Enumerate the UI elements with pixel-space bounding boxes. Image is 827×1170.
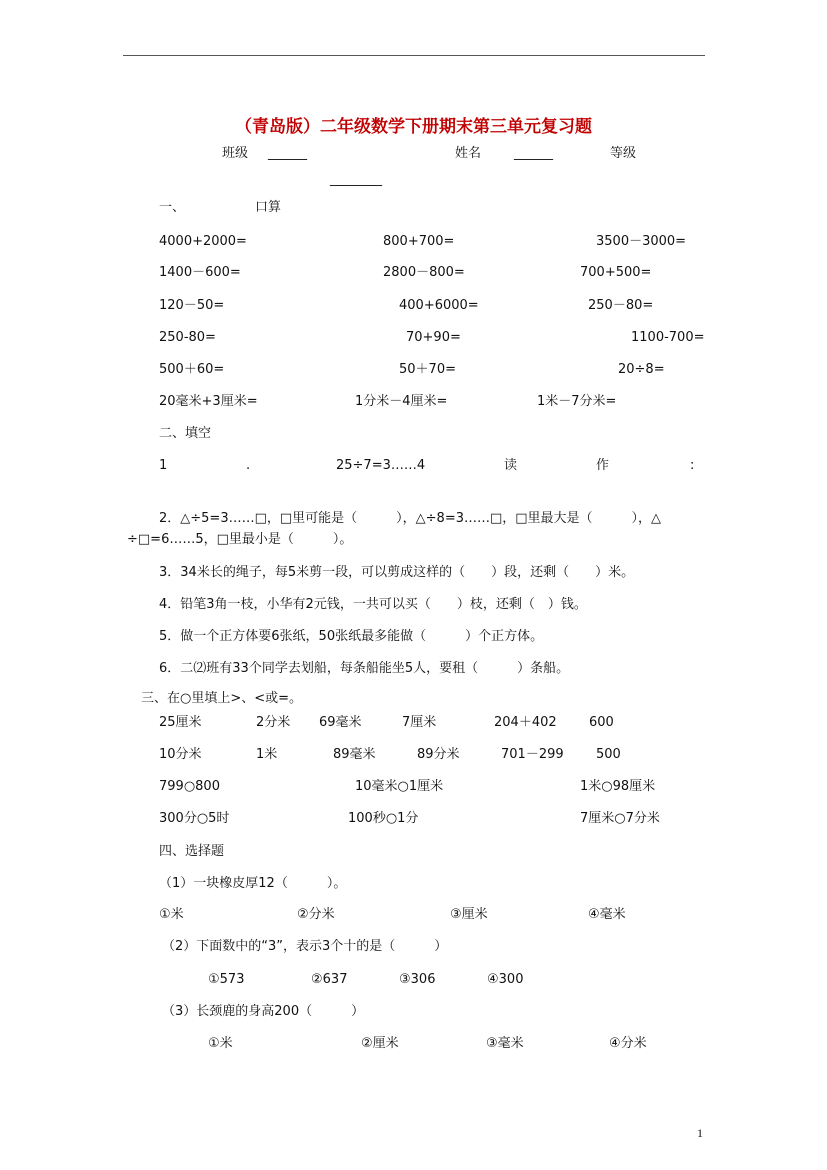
class-label: 班级 xyxy=(222,146,249,161)
compare-item: 1米 xyxy=(256,747,278,762)
compare-item: 600 xyxy=(589,715,614,730)
choice-q1-option: ④毫米 xyxy=(588,907,626,922)
oral-calc-item: 2800－800= xyxy=(383,265,465,280)
name-blank: ______ xyxy=(514,146,553,161)
fill-q1-write: 作 xyxy=(596,458,610,473)
compare-item: 1米○98厘米 xyxy=(580,779,656,794)
oral-calc-item: 250-80= xyxy=(159,330,216,345)
fill-q1-colon: : xyxy=(690,458,695,473)
compare-item: 89毫米 xyxy=(333,747,376,762)
choice-q1-option: ②分米 xyxy=(297,907,335,922)
choice-q3-option: ②厘米 xyxy=(361,1036,399,1051)
choice-q3-option: ③毫米 xyxy=(486,1036,524,1051)
compare-item: 7厘米○7分米 xyxy=(580,811,660,826)
fill-q1-expression: 25÷7=3……4 xyxy=(336,458,426,473)
compare-item: 69毫米 xyxy=(319,715,362,730)
compare-item: 10分米 xyxy=(159,747,202,762)
class-blank: ______ xyxy=(268,146,307,161)
section1-heading: 口算 xyxy=(255,200,282,215)
compare-item: 204＋402 xyxy=(494,715,557,730)
choice-q1-option: ①米 xyxy=(159,907,184,922)
oral-calc-item: 400+6000= xyxy=(399,298,479,313)
oral-calc-item: 1分米－4厘米= xyxy=(355,394,448,409)
compare-item: 10毫米○1厘米 xyxy=(355,779,444,794)
name-label: 姓名 xyxy=(455,146,482,161)
compare-item: 500 xyxy=(596,747,621,762)
oral-calc-item: 3500－3000= xyxy=(596,234,687,249)
choice-q2-option: ③306 xyxy=(399,972,436,987)
section2-heading: 二、填空 xyxy=(159,426,212,441)
document-title: （青岛版）二年级数学下册期末第三单元复习题 xyxy=(235,117,592,137)
choice-q3: （3）长颈鹿的身高200（ ） xyxy=(162,1004,365,1019)
oral-calc-item: 50＋70= xyxy=(399,362,456,377)
grade-blank: ________ xyxy=(330,172,382,187)
fill-q1-number: 1 xyxy=(159,458,168,473)
fill-q1-dot: . xyxy=(246,458,251,473)
compare-item: 300分○5时 xyxy=(159,811,230,826)
choice-q2: （2）下面数中的“3”，表示3个十的是（ ） xyxy=(162,939,448,954)
oral-calc-item: 1100-700= xyxy=(631,330,705,345)
oral-calc-item: 4000+2000= xyxy=(159,234,247,249)
choice-q2-option: ①573 xyxy=(208,972,245,987)
choice-q1-option: ③厘米 xyxy=(450,907,488,922)
oral-calc-item: 500＋60= xyxy=(159,362,225,377)
compare-item: 89分米 xyxy=(417,747,460,762)
oral-calc-item: 800+700= xyxy=(383,234,455,249)
compare-item: 2分米 xyxy=(256,715,291,730)
fill-q3: 3．34米长的绳子，每5米剪一段，可以剪成这样的（ ）段，还剩（ ）米。 xyxy=(159,565,635,580)
fill-q5: 5．做一个正方体要6张纸，50张纸最多能做（ ）个正方体。 xyxy=(159,629,544,644)
choice-q3-option: ①米 xyxy=(208,1036,233,1051)
grade-label: 等级 xyxy=(610,146,637,161)
page-number: 1 xyxy=(697,1126,703,1140)
compare-item: 701－299 xyxy=(501,747,564,762)
choice-q2-option: ②637 xyxy=(311,972,348,987)
compare-item: 7厘米 xyxy=(402,715,437,730)
fill-q2-line2: ÷□=6……5，□里最小是（ ）。 xyxy=(127,532,353,547)
choice-q1: （1）一块橡皮厚12（ ）。 xyxy=(159,876,347,891)
compare-item: 25厘米 xyxy=(159,715,202,730)
header-rule xyxy=(123,55,705,56)
section1-number: 一、 xyxy=(159,200,186,215)
compare-item: 100秒○1分 xyxy=(348,811,419,826)
fill-q4: 4．铅笔3角一枝，小华有2元钱，一共可以买（ ）枝，还剩（ ）钱。 xyxy=(159,597,587,612)
oral-calc-item: 250－80= xyxy=(588,298,654,313)
fill-q6: 6．二⑵班有33个同学去划船，每条船能坐5人，要租（ ）条船。 xyxy=(159,661,570,676)
oral-calc-item: 20÷8= xyxy=(618,362,665,377)
fill-q1-read: 读 xyxy=(504,458,518,473)
fill-q2-line1: 2．△÷5=3……□，□里可能是（ ），△÷8=3……□，□里最大是（ ），△ xyxy=(159,511,662,526)
oral-calc-item: 700+500= xyxy=(580,265,652,280)
oral-calc-item: 20毫米+3厘米= xyxy=(159,394,258,409)
oral-calc-item: 120－50= xyxy=(159,298,225,313)
choice-q2-option: ④300 xyxy=(487,972,524,987)
section4-heading: 四、选择题 xyxy=(159,844,225,859)
oral-calc-item: 70+90= xyxy=(406,330,461,345)
compare-item: 799○800 xyxy=(159,779,220,794)
oral-calc-item: 1400－600= xyxy=(159,265,241,280)
section3-heading: 三、在○里填上>、<或=。 xyxy=(141,691,303,706)
choice-q3-option: ④分米 xyxy=(609,1036,647,1051)
oral-calc-item: 1米－7分米= xyxy=(537,394,617,409)
